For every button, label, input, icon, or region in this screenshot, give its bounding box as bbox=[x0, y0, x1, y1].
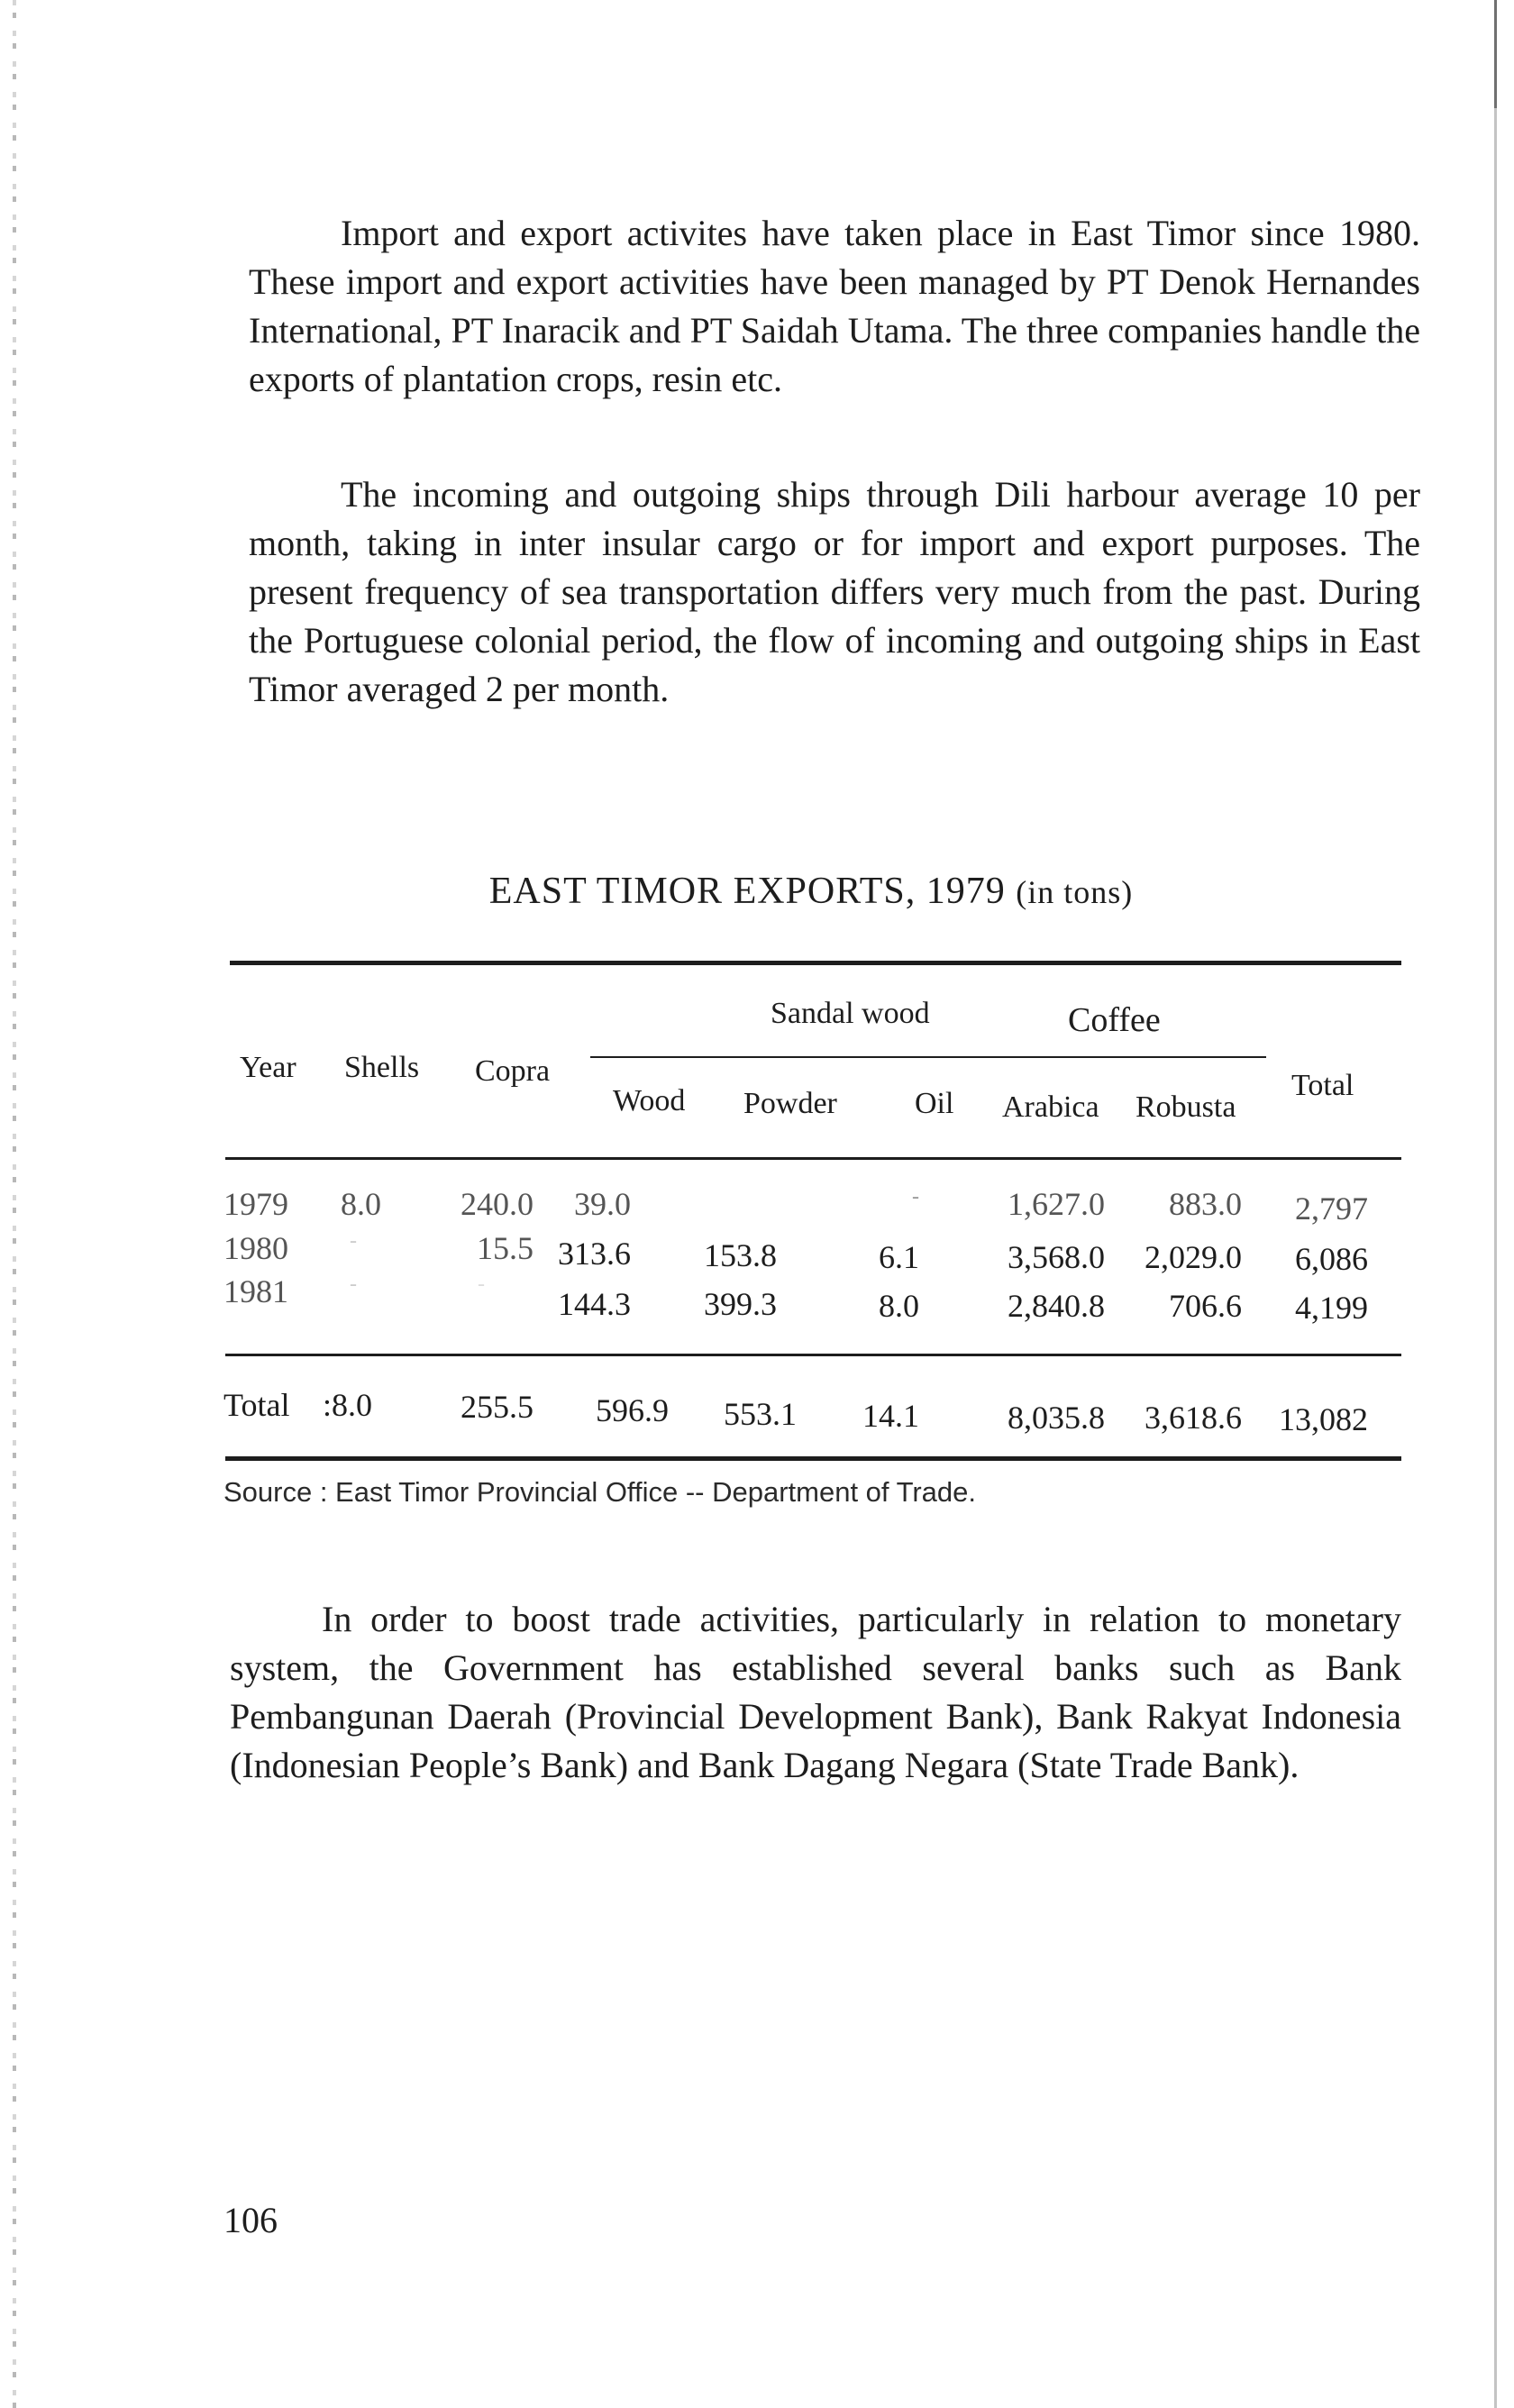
header-powder: Powder bbox=[743, 1087, 837, 1120]
cell-copra: - bbox=[478, 1272, 485, 1296]
table-title-unit: (in tons) bbox=[1016, 874, 1134, 910]
header-sandal-wood: Sandal wood bbox=[771, 997, 930, 1030]
cell-year: 1981 bbox=[223, 1273, 288, 1309]
table-title-text: EAST TIMOR EXPORTS, 1979 bbox=[488, 871, 1006, 912]
cell-robusta: 706.6 bbox=[1169, 1288, 1242, 1324]
cell-powder: 399.3 bbox=[704, 1286, 777, 1322]
table-title bbox=[225, 870, 1397, 913]
header-copra: Copra bbox=[475, 1054, 551, 1088]
paragraph-import-export: Import and export activites have taken place in East Timor since 1980. These import and export activities have been managed by PT Denok Hernandes International, PT Inaracik and PT Saidah Utama. The three companies handle the exports of plantation crops, resin etc. bbox=[249, 213, 1420, 399]
cell-oil: - bbox=[912, 1185, 919, 1209]
header-coffee: Coffee bbox=[1068, 1001, 1161, 1039]
page-number: 106 bbox=[223, 2200, 278, 2240]
header-bottom-rule bbox=[225, 1157, 1401, 1160]
cell-year: 1980 bbox=[223, 1230, 288, 1266]
totals-arabica: 8,035.8 bbox=[1008, 1400, 1105, 1436]
cell-total: 6,086 bbox=[1295, 1241, 1368, 1277]
body-bottom-rule bbox=[225, 1354, 1401, 1356]
cell-copra: 15.5 bbox=[477, 1230, 534, 1266]
totals-robusta: 3,618.6 bbox=[1145, 1400, 1242, 1436]
header-total: Total bbox=[1291, 1069, 1354, 1102]
totals-shells: :8.0 bbox=[323, 1387, 373, 1423]
cell-arabica: 2,840.8 bbox=[1008, 1288, 1105, 1324]
table-source-note: Source : East Timor Provincial Office -- Department of Trade. bbox=[223, 1476, 977, 1508]
cell-oil: 8.0 bbox=[879, 1288, 919, 1324]
cell-shells: - bbox=[350, 1229, 357, 1253]
header-robusta: Robusta bbox=[1136, 1090, 1236, 1124]
cell-powder: 153.8 bbox=[704, 1237, 777, 1273]
totals-total: 13,082 bbox=[1279, 1401, 1368, 1437]
cell-copra: 240.0 bbox=[461, 1186, 534, 1222]
header-wood: Wood bbox=[613, 1084, 686, 1117]
cell-robusta: 2,029.0 bbox=[1145, 1239, 1242, 1275]
scan-edge-right bbox=[1494, 0, 1497, 2408]
table-top-rule bbox=[230, 961, 1401, 965]
totals-powder: 553.1 bbox=[724, 1396, 797, 1432]
header-arabica: Arabica bbox=[1002, 1090, 1099, 1124]
totals-copra: 255.5 bbox=[461, 1389, 534, 1425]
cell-robusta: 883.0 bbox=[1169, 1186, 1242, 1222]
cell-arabica: 3,568.0 bbox=[1008, 1239, 1105, 1275]
table-bottom-rule bbox=[225, 1456, 1401, 1461]
totals-label: Total bbox=[223, 1387, 290, 1423]
paragraph-shipping: The incoming and outgoing ships through Dili harbour average 10 per month, taking in inter insular cargo or for import and export purposes. The present frequency of sea transportation differs very much from the past. During the Portuguese colonial period, the flow of incoming and outgoing ships in East Timor averaged 2 per month. bbox=[249, 474, 1420, 709]
cell-total: 2,797 bbox=[1295, 1190, 1368, 1227]
cell-wood: 39.0 bbox=[574, 1186, 631, 1222]
cell-wood: 313.6 bbox=[558, 1236, 631, 1272]
cell-shells: 8.0 bbox=[341, 1186, 381, 1222]
cell-total: 4,199 bbox=[1295, 1290, 1368, 1326]
totals-oil: 14.1 bbox=[862, 1398, 919, 1434]
group-header-rule bbox=[590, 1056, 1266, 1058]
header-year: Year bbox=[240, 1051, 296, 1084]
cell-wood: 144.3 bbox=[558, 1286, 631, 1322]
scan-edge-left bbox=[13, 0, 16, 2408]
cell-shells: - bbox=[350, 1272, 357, 1296]
cell-arabica: 1,627.0 bbox=[1008, 1186, 1105, 1222]
cell-oil: 6.1 bbox=[879, 1239, 919, 1275]
totals-wood: 596.9 bbox=[596, 1392, 669, 1428]
cell-year: 1979 bbox=[223, 1186, 288, 1222]
paragraph-banking: In order to boost trade activities, particularly in relation to monetary system, the Government has established several banks such as Bank Pembangunan Daerah (Provincial Development Bank), Bank Rakyat Indonesia (Indonesian People’s Bank) and Bank Dagang Negara (State Trade Bank). bbox=[230, 1599, 1401, 1785]
header-oil: Oil bbox=[915, 1087, 954, 1120]
header-shells: Shells bbox=[344, 1051, 420, 1084]
